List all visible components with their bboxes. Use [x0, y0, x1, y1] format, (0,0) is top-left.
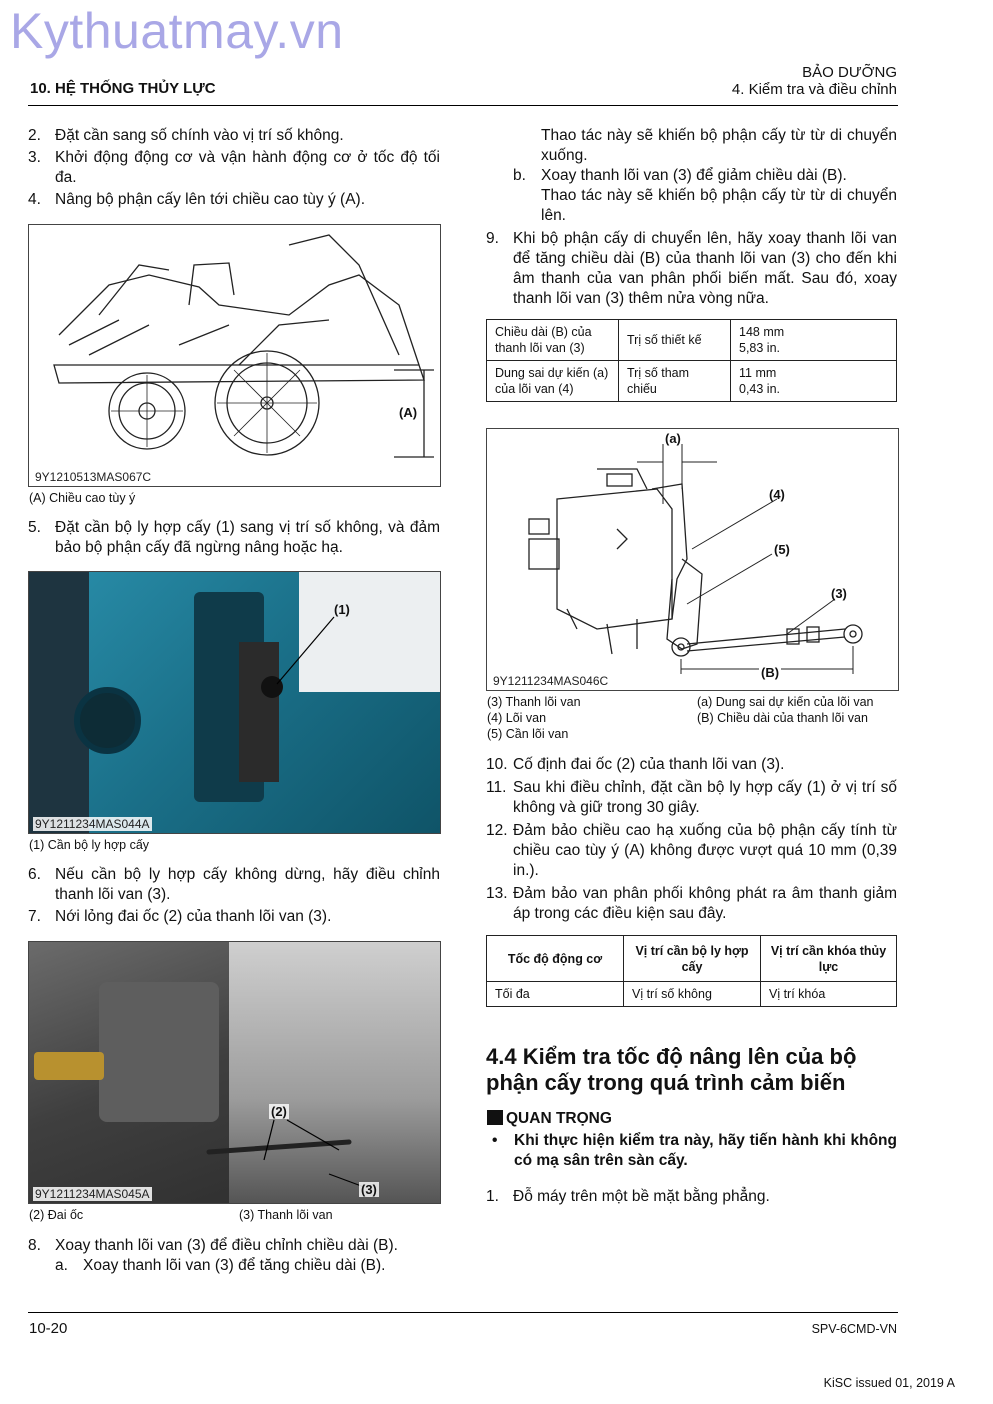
header-rule — [28, 105, 898, 106]
table-row — [487, 982, 897, 1007]
figure-clutch-lever-photo — [28, 571, 441, 834]
step-number: 4. — [28, 191, 41, 208]
figure-caption: (A) Chiều cao tùy ý — [29, 491, 136, 505]
figure-valve-nut-photo — [28, 941, 441, 1204]
step-item — [486, 229, 897, 309]
label-3: (3) — [831, 586, 847, 601]
figure-caption: (4) Lõi van — [487, 711, 547, 725]
label-2: (2) — [271, 1104, 287, 1119]
step-number: 5. — [28, 519, 41, 536]
step8a-continuation: Thao tác này sẽ khiến bộ phận cấy từ từ di chuyển xuống. — [541, 127, 897, 164]
table-header: Tốc độ động cơ — [487, 936, 624, 982]
figure-captions-left — [487, 694, 581, 742]
step-number: 11. — [486, 779, 507, 796]
transplanter-drawing — [29, 225, 440, 486]
step8b-continuation: Thao tác này sẽ khiến bộ phận cấy từ từ di chuyển lên. — [541, 187, 897, 224]
table-cell: Vị trí số không — [624, 982, 761, 1007]
table-cell: 11 mm 0,43 in. — [731, 361, 897, 402]
issue-note: KiSC issued 01, 2019 A — [823, 1376, 955, 1390]
valve-drawing — [487, 429, 898, 690]
step-item — [28, 907, 440, 927]
table-header-row — [487, 936, 897, 982]
substep-text: Xoay thanh lõi van (3) để giảm chiều dài (B). — [541, 167, 847, 184]
step-text: Đỗ máy trên một bề mặt bằng phẳng. — [513, 1188, 770, 1205]
step-item — [28, 1236, 440, 1256]
footer-rule — [28, 1312, 898, 1313]
figure-id: 9Y1210513MAS067C — [35, 470, 152, 484]
figure-caption: (a) Dung sai dự kiến của lõi van — [697, 695, 874, 709]
step-number: 9. — [486, 230, 499, 247]
important-heading — [487, 1110, 612, 1128]
header-subsection: 4. Kiểm tra và điều chỉnh — [731, 81, 897, 98]
step-item — [28, 148, 440, 188]
label-3: (3) — [361, 1182, 377, 1197]
step-item — [28, 518, 440, 558]
figure-caption: (3) Thanh lõi van — [239, 1208, 333, 1222]
step-text: Xoay thanh lõi van (3) để điều chỉnh chiều dài (B). — [55, 1237, 398, 1254]
step-item — [486, 755, 897, 775]
bullet-dot: • — [492, 1132, 498, 1149]
figure-id: 9Y1211234MAS045A — [35, 1187, 150, 1201]
table-row — [487, 361, 897, 402]
step-text: Nâng bộ phận cấy lên tới chiều cao tùy ý (A). — [55, 191, 365, 208]
table-cell: Dung sai dự kiến (a) của lõi van (4) — [487, 361, 619, 402]
step-number: 10. — [486, 756, 508, 773]
section-heading: 10. HỆ THỐNG THỦY LỰC — [30, 80, 216, 97]
leader-line — [29, 572, 440, 833]
step-item — [28, 190, 440, 210]
document-code: SPV-6CMD-VN — [811, 1322, 897, 1336]
table-cell: Trị số tham chiếu — [619, 361, 731, 402]
important-square-icon — [487, 1110, 503, 1125]
step-text: Cố định đai ốc (2) của thanh lõi van (3). — [513, 756, 785, 773]
figure-transplanter-height — [28, 224, 441, 487]
label-1: (1) — [334, 602, 350, 617]
figure-caption: (3) Thanh lõi van — [487, 695, 581, 709]
step-number: 7. — [28, 908, 41, 925]
section-title: 4.4 Kiểm tra tốc độ nâng lên của bộ phận cấy trong quá trình cảm biến — [486, 1044, 857, 1095]
step-text: Đặt cần sang số chính vào vị trí số không. — [55, 127, 344, 144]
label-a: (a) — [665, 431, 681, 446]
condition-table — [486, 935, 897, 1007]
figure-caption: (2) Đai ốc — [29, 1208, 84, 1222]
table-cell: Chiều dài (B) của thanh lõi van (3) — [487, 320, 619, 361]
step-number: 6. — [28, 866, 41, 883]
figure-caption: (B) Chiều dài của thanh lõi van — [697, 711, 868, 725]
step-item — [486, 778, 897, 818]
table-cell: 148 mm 5,83 in. — [731, 320, 897, 361]
figure-id: 9Y1211234MAS044A — [35, 817, 150, 831]
figure-caption: (5) Cần lõi van — [487, 727, 569, 741]
step-text: Sau khi điều chỉnh, đặt cần bộ ly hợp cấy (1) ở vị trí số không và giữ trong 30 giây. — [513, 779, 897, 816]
important-bullet — [486, 1131, 897, 1171]
page-number: 10-20 — [29, 1320, 68, 1337]
label-b: (B) — [761, 665, 780, 680]
step-item — [486, 884, 897, 924]
step-number: 13. — [486, 885, 508, 902]
table-cell: Trị số thiết kế — [619, 320, 731, 361]
table-cell: Vị trí khóa — [761, 982, 897, 1007]
step-text: Đảm bảo chiều cao hạ xuống của bộ phận cấy tính từ chiều cao tùy ý (A) không được vượt quá 10 mm (0,39 in.). — [513, 822, 897, 879]
step-text: Nếu cần bộ ly hợp cấy không dừng, hãy điều chỉnh thanh lõi van (3). — [55, 866, 440, 903]
table-header: Vị trí cần bộ ly hợp cấy — [624, 936, 761, 982]
table-cell: Tối đa — [487, 982, 624, 1007]
substep-item — [513, 166, 897, 186]
step-number: 1. — [486, 1188, 499, 1205]
left-steps-b — [28, 865, 440, 927]
leader-lines — [29, 942, 440, 1203]
bullet-text: Khi thực hiện kiểm tra này, hãy tiến hành khi không có mạ sân trên sàn cấy. — [514, 1132, 897, 1169]
step-number: 3. — [28, 149, 41, 166]
label-4: (4) — [769, 487, 785, 502]
table-row — [487, 320, 897, 361]
table-header: Vị trí cần khóa thủy lực — [761, 936, 897, 982]
step-number: 2. — [28, 127, 41, 144]
figure-captions-right — [697, 694, 874, 726]
step-item — [28, 865, 440, 905]
step-text: Nới lỏng đai ốc (2) của thanh lõi van (3). — [55, 908, 332, 925]
substep-text: Xoay thanh lõi van (3) để tăng chiều dài (B). — [83, 1257, 386, 1274]
step-text: Khởi động động cơ và vận hành động cơ ở tốc độ tối đa. — [55, 149, 440, 186]
step-text: Khi bộ phận cấy di chuyển lên, hãy xoay thanh lõi van để tăng chiều dài (B) của thanh lõi van (3) cho đến khi âm thanh của van phân phối biến mất. Sau đó, xoay thanh lõi van (3) thêm nửa vòng nữa. — [513, 230, 897, 307]
step-text: Đặt cần bộ ly hợp cấy (1) sang vị trí số không, và đảm bảo bộ phận cấy đã ngừng nâng hoặc hạ. — [55, 519, 440, 556]
substep-letter: b. — [513, 167, 526, 184]
label-5: (5) — [774, 542, 790, 557]
figure-id: 9Y1211234MAS046C — [493, 674, 609, 688]
substep-item — [55, 1256, 440, 1276]
important-label: QUAN TRỌNG — [506, 1110, 612, 1127]
substep-letter: a. — [55, 1257, 68, 1274]
step-number: 12. — [486, 822, 508, 839]
step-item — [486, 1187, 897, 1207]
step-number: 8. — [28, 1237, 41, 1254]
figure-valve-schematic — [486, 428, 899, 691]
watermark: Kythuatmay.vn — [10, 3, 344, 59]
step-item — [486, 821, 897, 881]
spec-table — [486, 319, 897, 402]
left-steps-a — [28, 126, 440, 210]
label-a: (A) — [399, 405, 418, 420]
header-category: BẢO DƯỠNG — [802, 64, 897, 81]
right-steps-c — [486, 755, 897, 924]
figure-caption: (1) Cần bộ ly hợp cấy — [29, 838, 150, 852]
step-text: Đảm bảo van phân phối không phát ra âm thanh giảm áp trong các điều kiện sau đây. — [513, 885, 897, 922]
step-item — [28, 126, 440, 146]
